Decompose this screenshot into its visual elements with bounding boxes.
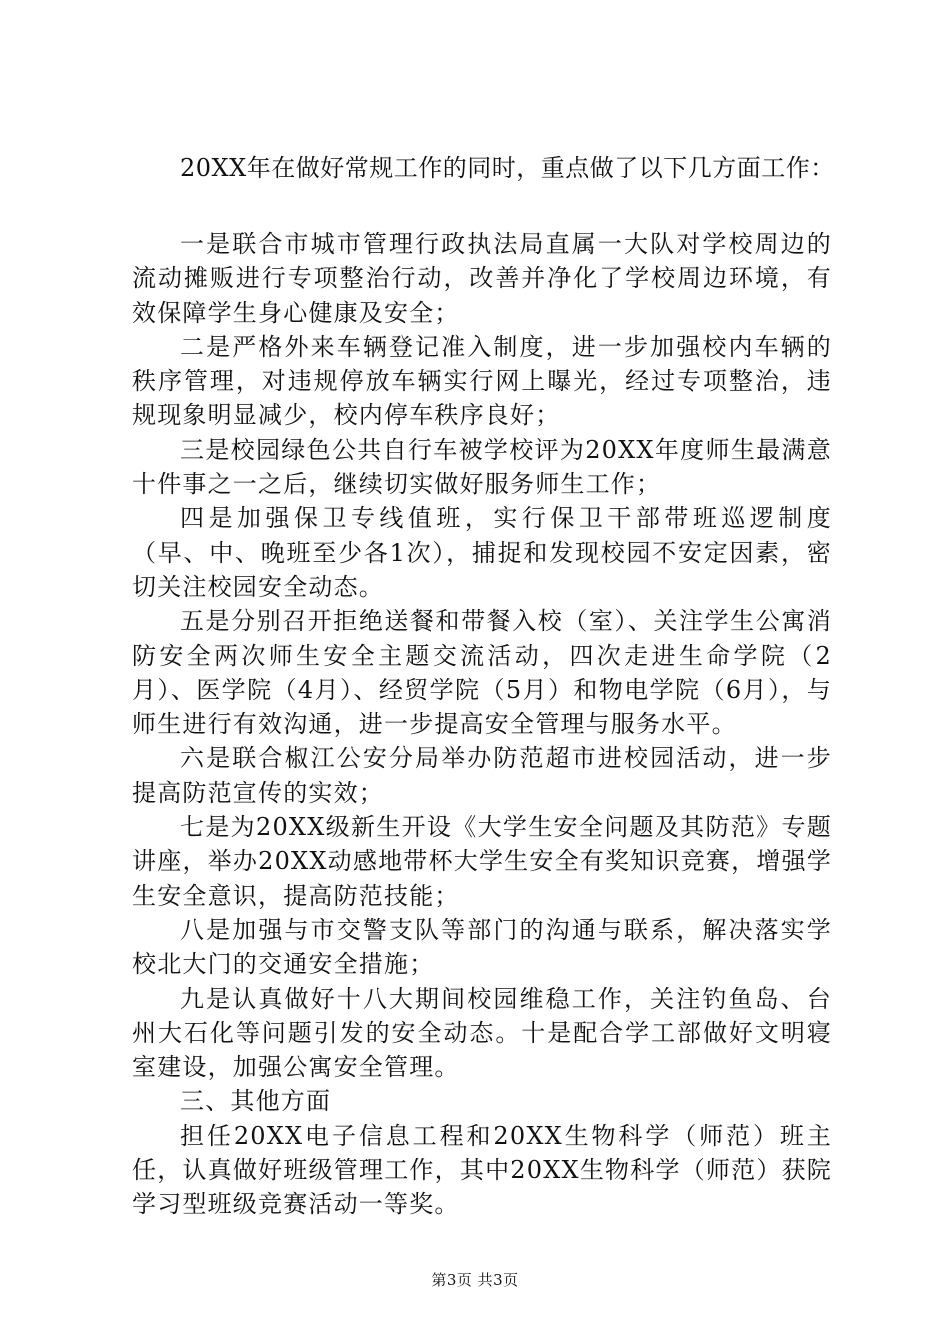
- paragraph-item-2: 二是严格外来车辆登记准入制度，进一步加强校内车辆的秩序管理，对违规停放车辆实行网上曝光，经过专项整治，违规现象明显减少，校内停车秩序良好；: [132, 332, 832, 430]
- section-heading: 三、其他方面: [180, 1087, 332, 1116]
- paragraph-item-7: 七是为20XX级新生开设《大学生安全问题及其防范》专题讲座，举办20XX动感地带杯大学生安全有奖知识竞赛，增强学生安全意识，提高防范技能；: [132, 813, 832, 910]
- paragraph-item-3: 三是校园绿色公共自行车被学校评为20XX年度师生最满意十件事之一之后，继续切实做好服务师生工作；: [132, 435, 832, 499]
- paragraph-item-5: 五是分别召开拒绝送餐和带餐入校（室）、关注学生公寓消防安全两次师生安全主题交流活动，四次走进生命学院（2月）、医学院（4月）、经贸学院（5月）和物电学院（6月），与师生进行有效沟通，进一步提高安全管理与服务水平。: [132, 607, 832, 739]
- paragraph-item-4: 四是加强保卫专线值班，实行保卫干部带班巡逻制度（早、中、晚班至少各1次），捕捉和发现校园不安定因素，密切关注校园安全动态。: [132, 504, 832, 601]
- paragraph-item-6: 六是联合椒江公安分局举办防范超市进校园活动，进一步提高防范宣传的实效；: [132, 744, 832, 807]
- document-body: [132, 227, 832, 1222]
- paragraph-item-10: 担任20XX电子信息工程和20XX生物科学（师范）班主任，认真做好班级管理工作，其中20XX生物科学（师范）获院学习型班级竞赛活动一等奖。: [132, 1121, 832, 1219]
- paragraph-item-9: 九是认真做好十八大期间校园维稳工作，关注钓鱼岛、台州大石化等问题引发的安全动态。十是配合学工部做好文明寝室建设，加强公寓安全管理。: [132, 984, 832, 1082]
- paragraph-item-8: 八是加强与市交警支队等部门的沟通与联系，解决落实学校北大门的交通安全措施；: [132, 915, 832, 979]
- page-number-footer: 第3页 共3页: [431, 1271, 519, 1289]
- intro-sentence: 20XX年在做好常规工作的同时，重点做了以下几方面工作：: [180, 154, 835, 182]
- paragraph-item-1: 一是联合市城市管理行政执法局直属一大队对学校周边的流动摊贩进行专项整治行动，改善并净化了学校周边环境，有效保障学生身心健康及安全；: [132, 230, 832, 327]
